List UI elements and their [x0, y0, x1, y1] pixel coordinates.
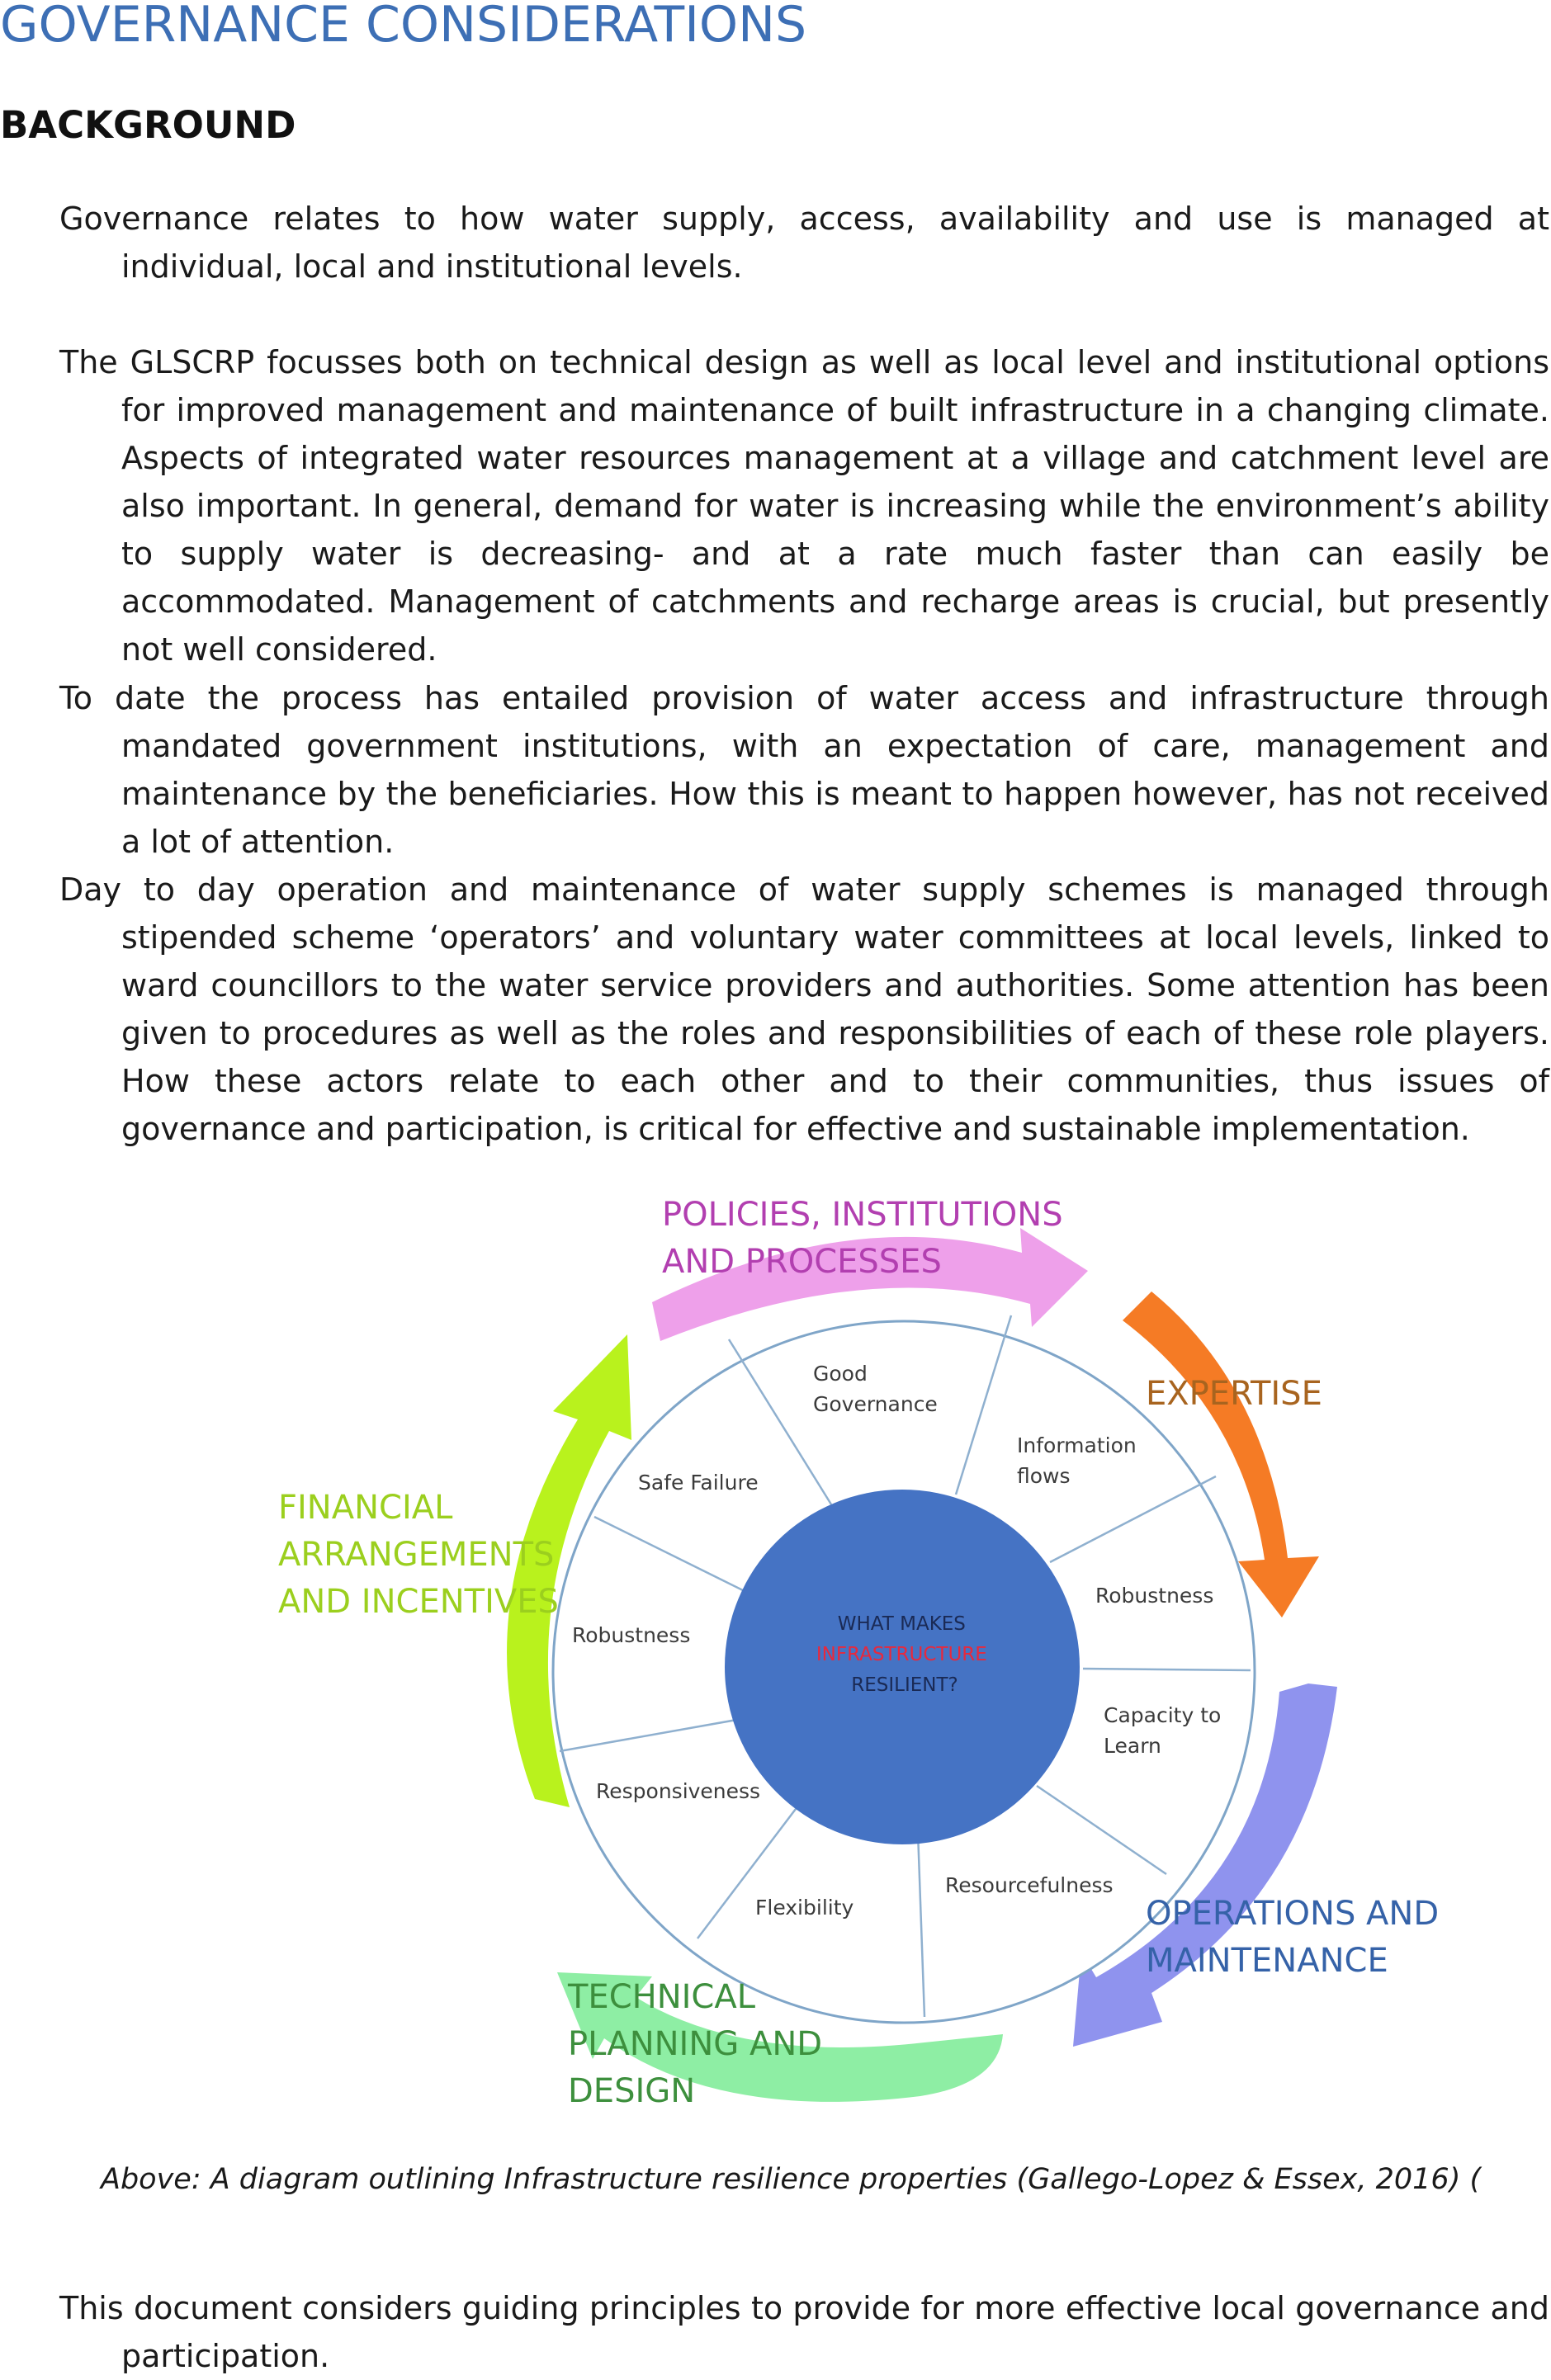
label-operations: OPERATIONS AND MAINTENANCE	[1146, 1895, 1440, 1980]
closing-paragraph: This document considers guiding principles to provide for more effective local governance and participation.	[59, 2290, 1549, 2374]
label-financial: FINANCIAL ARRANGEMENTS AND INCENTIVES	[278, 1489, 559, 1621]
paragraph: To date the process has entailed provision of water access and infrastructure through mandated government institutions, with an expectation of care, management and maintenance by the beneficiaries. How this is meant to happen however, has not received a lot of attention.	[59, 680, 1549, 860]
segment-robustness-left: Robustness	[572, 1623, 691, 1647]
segment-good-governance: Good Governance	[813, 1362, 938, 1416]
center-line-3: RESILIENT?	[851, 1674, 958, 1696]
segment-flexibility: Flexibility	[755, 1896, 854, 1920]
paragraph: Governance relates to how water supply, access, availability and use is managed at individual, local and institutional levels.	[59, 201, 1549, 285]
paragraph: Day to day operation and maintenance of water supply schemes is managed through stipended scheme ‘operators’ and voluntary water committees at local levels, linked to ward councillors to the water service providers and authorities. Some attention has been given to procedures as well as the roles and responsibilities of each of these role players. How these actors relate to each other and to their communities, thus issues of governance and participation, is critical for effective and sustainable implementation.	[59, 871, 1549, 1147]
page-title: GOVERNANCE CONSIDERATIONS	[0, 0, 807, 54]
segment-safe-failure: Safe Failure	[638, 1471, 759, 1495]
segment-capacity-to-learn: Capacity to Learn	[1104, 1703, 1222, 1758]
center-line-2: INFRASTRUCTURE	[816, 1644, 987, 1665]
label-expertise: EXPERTISE	[1146, 1375, 1322, 1413]
segment-responsiveness: Responsiveness	[596, 1779, 761, 1803]
label-policies: POLICIES, INSTITUTIONS AND PROCESSES	[662, 1196, 1063, 1281]
segment-information-flows: Information flows	[1017, 1433, 1137, 1488]
segment-resourcefulness: Resourcefulness	[945, 1873, 1114, 1897]
figure-caption: Above: A diagram outlining Infrastructure resilience properties (Gallego-Lopez & Essex, 2016) (	[101, 2163, 1482, 2196]
label-technical: TECHNICAL PLANNING AND DESIGN	[568, 1978, 823, 2110]
segment-robustness-right: Robustness	[1095, 1584, 1214, 1608]
paragraph: The GLSCRP focusses both on technical design as well as local level and institutional options for improved management and maintenance of built infrastructure in a changing climate. Aspects of integrated water resources management at a village and catchment level are also important. In general, demand for water is increasing while the environment’s ability to supply water is decreasing- and at a rate much faster than can easily be accommodated. Management of catchments and recharge areas is crucial, but presently not well considered.	[59, 344, 1549, 668]
center-circle	[725, 1490, 1080, 1844]
center-line-1: WHAT MAKES	[837, 1613, 966, 1635]
resilience-diagram	[248, 1172, 1453, 2113]
section-heading: BACKGROUND	[0, 103, 296, 147]
